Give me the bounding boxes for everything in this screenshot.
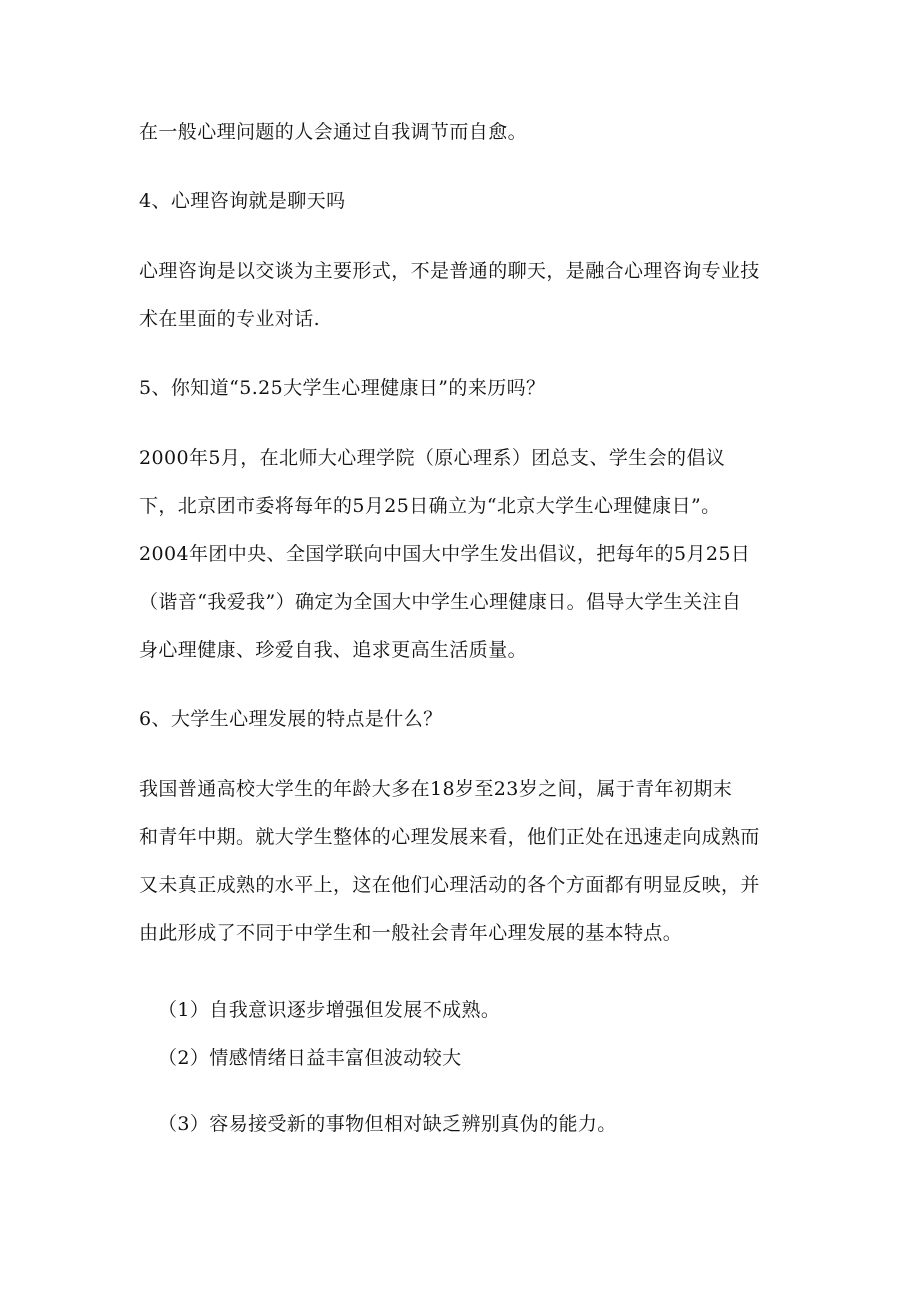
q5-heading: 5、你知道“5.25大学生心理健康日”的来历吗？ <box>139 377 546 399</box>
q5-answer-line-1: 2000年5月，在北师大心理学院（原心理系）团总支、学生会的倡议 <box>139 447 726 469</box>
q6-answer-line-4: 由此形成了不同于中学生和一般社会青年心理发展的基本特点。 <box>139 922 683 944</box>
intro-paragraph: 在一般心理问题的人会通过自我调节而自愈。 <box>139 121 528 143</box>
q6-item-3: （3）容易接受新的事物但相对缺乏辨别真伪的能力。 <box>158 1113 617 1135</box>
q4-answer-line-1: 心理咨询是以交谈为主要形式，不是普通的聊天，是融合心理咨询专业技 <box>139 260 760 282</box>
q4-answer-line-2: 术在里面的专业对话. <box>139 308 321 330</box>
q6-answer-line-1: 我国普通高校大学生的年龄大多在18岁至23岁之间，属于青年初期末 <box>139 778 733 800</box>
q6-answer-line-3: 又未真正成熟的水平上，这在他们心理活动的各个方面都有明显反映，并 <box>139 874 760 896</box>
q5-answer-line-2: 下，北京团市委将每年的5月25日确立为“北京大学生心理健康日”。 <box>139 495 721 517</box>
q6-heading: 6、大学生心理发展的特点是什么？ <box>139 708 443 730</box>
q6-item-1: （1）自我意识逐步增强但发展不成熟。 <box>158 999 501 1021</box>
q6-answer-line-2: 和青年中期。就大学生整体的心理发展来看，他们正处在迅速走向成熟而 <box>139 826 760 848</box>
q4-heading: 4、心理咨询就是聊天吗 <box>139 190 346 212</box>
q6-item-2: （2）情感情绪日益丰富但波动较大 <box>158 1047 462 1069</box>
q5-answer-line-3: 2004年团中央、全国学联向中国大中学生发出倡议，把每年的5月25日 <box>139 543 751 565</box>
q5-answer-line-4: （谐音“我爱我”）确定为全国大中学生心理健康日。倡导大学生关注自 <box>139 591 742 613</box>
q5-answer-line-5: 身心理健康、珍爱自我、追求更高生活质量。 <box>139 639 528 661</box>
